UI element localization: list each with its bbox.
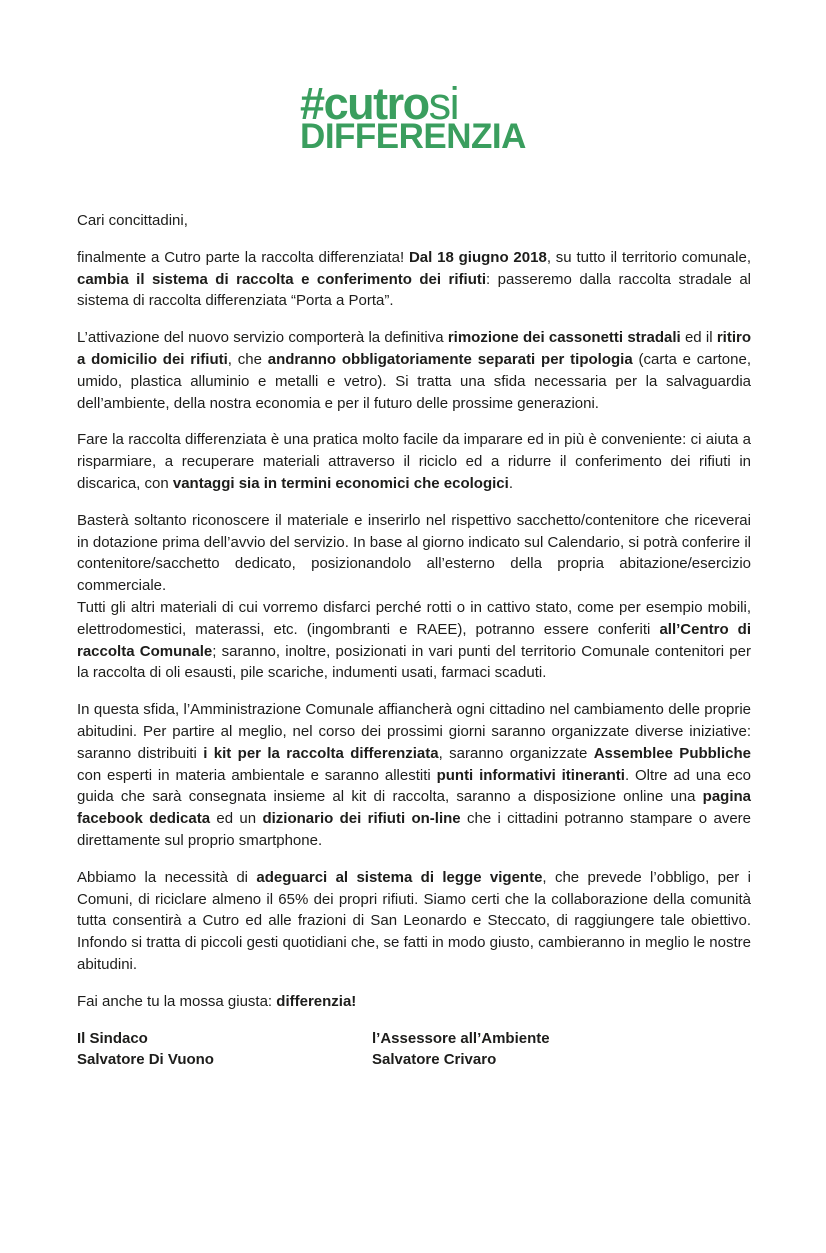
paragraph-intro [77,247,751,312]
salutation [77,210,751,232]
paragraph-calendario [77,510,751,597]
text-run-bold: ritiro a domicilio dei rifiuti [77,329,751,368]
signature-name: Salvatore Di Vuono [77,1051,214,1069]
text-run-bold: i kit per la raccolta differenziata [203,744,439,762]
letter-body [77,210,751,1071]
text-run-bold: differenzia! [276,992,357,1010]
signature-mayor [77,1028,372,1072]
paragraph-iniziative [77,699,751,852]
text-run: ; saranno, inoltre, posizionati in vari punti del territorio Comunale contenitori per la raccolta di oli esausti, pile scariche, indumenti usati, farmaci scaduti. [77,642,751,682]
text-run-bold: andranno obbligatoriamente separati per tipologia [267,350,633,368]
text-run: Cari concittadini, [77,212,188,229]
text-run: Abbiamo la necessità di [77,868,257,886]
text-run: Fai anche tu la mossa giusta: [77,992,277,1010]
signature-role: Il Sindaco [77,1029,148,1047]
text-run: che i cittadini potranno stampare o avere direttamente sul proprio smartphone. [77,810,751,849]
text-run: finalmente a Cutro parte la raccolta differenziata! [77,248,409,266]
text-run-bold: dizionario dei rifiuti on-line [262,810,461,828]
signatures [77,1028,751,1072]
text-run: , saranno organizzate [438,744,594,762]
text-run: ed un [210,810,263,828]
text-run-bold: all’Centro di raccolta Comunale [77,620,751,660]
text-run-bold: Dal 18 giugno 2018 [408,248,547,266]
text-run-bold: Assemblee Pubbliche [593,744,751,762]
text-run: Fare la raccolta differenziata è una pratica molto facile da imparare ed in più è conveniente: ci aiuta a risparmiare, a recuperare materiali attraverso il riciclo ed a ridurre il conferimento dei rifiuti in discarica, con [77,431,751,492]
logo-cutro-text: #cutro [300,78,429,129]
paragraph-nuovo-servizio [77,327,751,414]
text-run: : passeremo dalla raccolta stradale al sistema di raccolta differenziata “Porta a Porta”. [77,270,751,310]
text-run: Basterà soltanto riconoscere il materiale e inserirlo nel rispettivo sacchetto/contenitore che riceverai in dotazione prima dell’avvio del servizio. In base al giorno indicato sul Calendario, si potrà conferire il contenitore/sacchetto dedicato, posizionandolo all’esterno della propria abitazione/esercizio commerciale. [77,511,751,595]
signature-name: Salvatore Crivaro [372,1051,497,1069]
text-run: (carta e cartone, umido, plastica alluminio e metalli e vetro). Si tratta una sfida necessaria per la salvaguardia dell’ambiente, della nostra economia e per il futuro delle prossime generazioni. [77,350,751,412]
text-run: . Oltre ad una eco guida che sarà consegnata insieme al kit di raccolta, saranno a disposizione online una [77,766,751,806]
text-run: , che [227,350,268,368]
text-run-bold: rimozione dei cassonetti stradali [447,329,681,347]
text-run-bold: punti informativi itineranti [436,766,625,784]
logo-differenzia-text: DIFFERENZIA [300,117,526,156]
text-run: , su tutto il territorio comunale, [546,248,751,266]
logo-si-text: si [428,78,459,129]
text-run-bold: pagina facebook dedicata [77,788,751,828]
logo [300,78,526,156]
text-run: , che prevede l’obbligo, per i Comuni, di riciclare almeno il 65% dei propri rifiuti. Siamo certi che la collaborazione della comunità tutta consentirà a Cutro ed alle frazioni di San Leonardo e Steccato, di raggiungere tale obiettivo. Infondo si tratta di piccoli gesti quotidiani che, se fatti in modo giusto, cambieranno in meglio le nostre abitudini. [77,868,751,973]
text-run-bold: adeguarci al sistema di legge vigente [256,868,543,886]
signature-role: l’Assessore all’Ambiente [372,1029,550,1047]
text-run-bold: vantaggi sia in termini economici che ecologici [172,474,509,492]
letter-page [0,78,826,1253]
text-run: Tutti gli altri materiali di cui vorremo disfarci perché rotti o in cattivo stato, come per esempio mobili, elettrodomestici, materassi, etc. (ingombranti e RAEE), potranno essere conferiti [77,598,751,638]
text-run: ed il [680,329,717,347]
text-run: . [508,474,513,492]
text-run: In questa sfida, l’Amministrazione Comunale affiancherà ogni cittadino nel cambiamento delle proprie abitudini. Per partire al meglio, nel corso dei prossimi giorni saranno organizzate diverse iniziative: saranno distribuiti [77,701,751,762]
signature-assessor [372,1028,751,1072]
text-run-bold: cambia il sistema di raccolta e conferimento dei rifiuti [77,270,487,288]
text-run: con esperti in materia ambientale e saranno allestiti [77,766,437,784]
paragraph-closing [77,991,751,1013]
paragraph-vantaggi [77,429,751,494]
paragraph-centro-raccolta [77,597,751,684]
text-run: L’attivazione del nuovo servizio comporterà la definitiva [77,329,448,347]
paragraph-legge [77,867,751,976]
